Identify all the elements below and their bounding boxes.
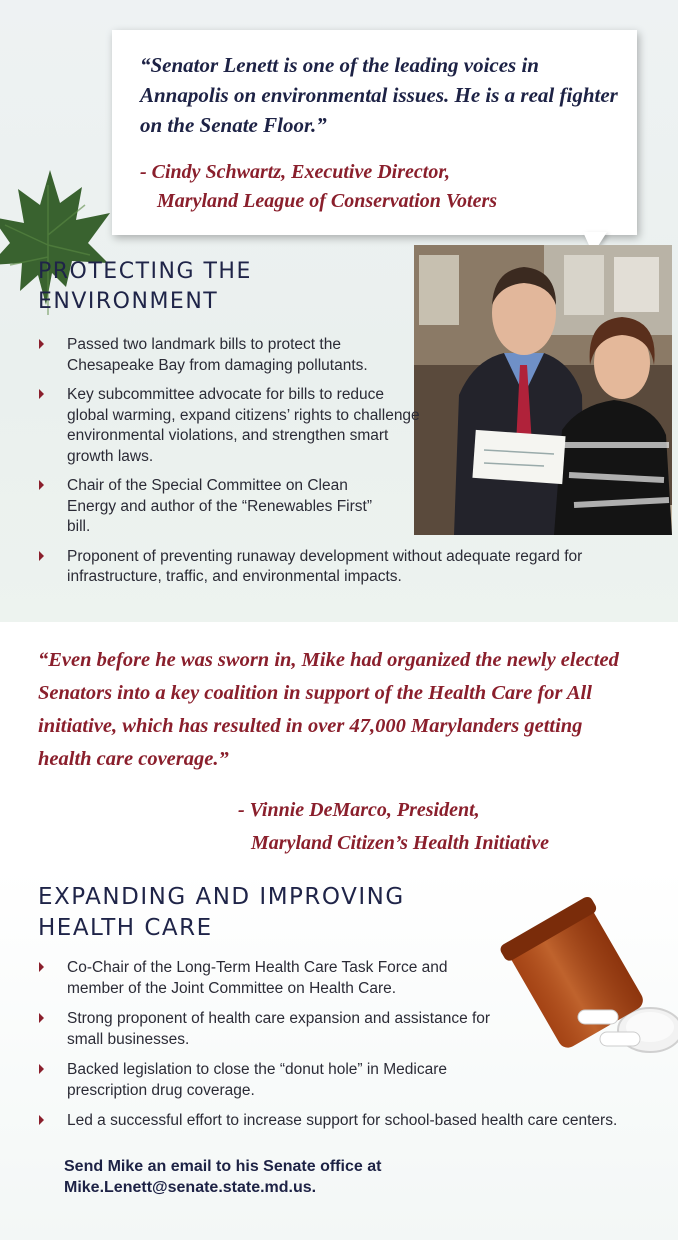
list-item <box>38 958 507 999</box>
list-item <box>38 385 428 467</box>
attribution-line: Maryland League of Conservation Voters <box>157 190 498 212</box>
list-item <box>38 1060 507 1101</box>
list-item <box>38 476 387 538</box>
bullet-text: Chair of the Special Committee on Clean Energy and author of the “Renewables First” bill. <box>67 477 372 535</box>
bullet-text: Led a successful effort to increase support for school-based health care centers. <box>67 1112 618 1129</box>
bullet-text: Proponent of preventing runaway development without adequate regard for infrastructure, traffic, and environmental impacts. <box>67 547 583 585</box>
attribution-line: - Cindy Schwartz, Executive Director, <box>140 161 450 183</box>
bullet-arrow-icon <box>39 1013 44 1023</box>
cta-text: Send Mike an email to his Senate office at <box>64 1158 382 1175</box>
email-address[interactable]: Mike.Lenett@senate.state.md.us. <box>64 1179 317 1196</box>
bullet-arrow-icon <box>39 480 44 490</box>
list-item <box>38 1111 658 1132</box>
environment-heading <box>38 257 418 317</box>
quote-attribution <box>238 794 658 860</box>
quote-attribution <box>140 158 610 216</box>
list-item <box>38 335 428 376</box>
heading-line: ENVIRONMENT <box>38 289 219 314</box>
attribution-line: - Vinnie DeMarco, President, <box>238 799 480 821</box>
senator-photo <box>414 245 672 535</box>
attribution-line: Maryland Citizen’s Health Initiative <box>251 832 549 854</box>
email-call-to-action <box>64 1156 584 1198</box>
heading-line: EXPANDING AND IMPROVING <box>38 884 405 910</box>
bullet-arrow-icon <box>39 551 44 561</box>
environment-bullet-list <box>38 335 583 597</box>
lenett-quote: “Senator Lenett is one of the leading voices in Annapolis on environmental issues. He is a real fighter on the Senate Floor.” <box>140 53 618 137</box>
bullet-text: Strong proponent of health care expansion and assistance for small businesses. <box>67 1010 491 1048</box>
bullet-arrow-icon <box>39 962 44 972</box>
health-care-heading <box>38 882 558 944</box>
heading-line: HEALTH CARE <box>38 915 213 941</box>
list-item <box>38 1009 507 1050</box>
bullet-arrow-icon <box>39 1064 44 1074</box>
bullet-arrow-icon <box>39 389 44 399</box>
bullet-text: Backed legislation to close the “donut hole” in Medicare prescription drug coverage. <box>67 1061 447 1099</box>
bullet-arrow-icon <box>39 339 44 349</box>
health-bullet-list <box>38 958 658 1142</box>
demarco-quote: “Even before he was sworn in, Mike had organized the newly elected Senators into a key coalition in support of the Health Care for All initiative, which has resulted in over 47,000 Marylanders getting health care coverage.” <box>38 649 619 770</box>
list-item <box>38 547 607 588</box>
bullet-text: Key subcommittee advocate for bills to reduce global warming, expand citizens’ rights to challenge environmental violations, and strengthen smart growth laws. <box>67 386 420 465</box>
heading-line: PROTECTING THE <box>38 259 252 284</box>
bullet-text: Co-Chair of the Long-Term Health Care Task Force and member of the Joint Committee on Health Care. <box>67 959 448 997</box>
bullet-text: Passed two landmark bills to protect the Chesapeake Bay from damaging pollutants. <box>67 336 368 374</box>
bullet-arrow-icon <box>39 1115 44 1125</box>
